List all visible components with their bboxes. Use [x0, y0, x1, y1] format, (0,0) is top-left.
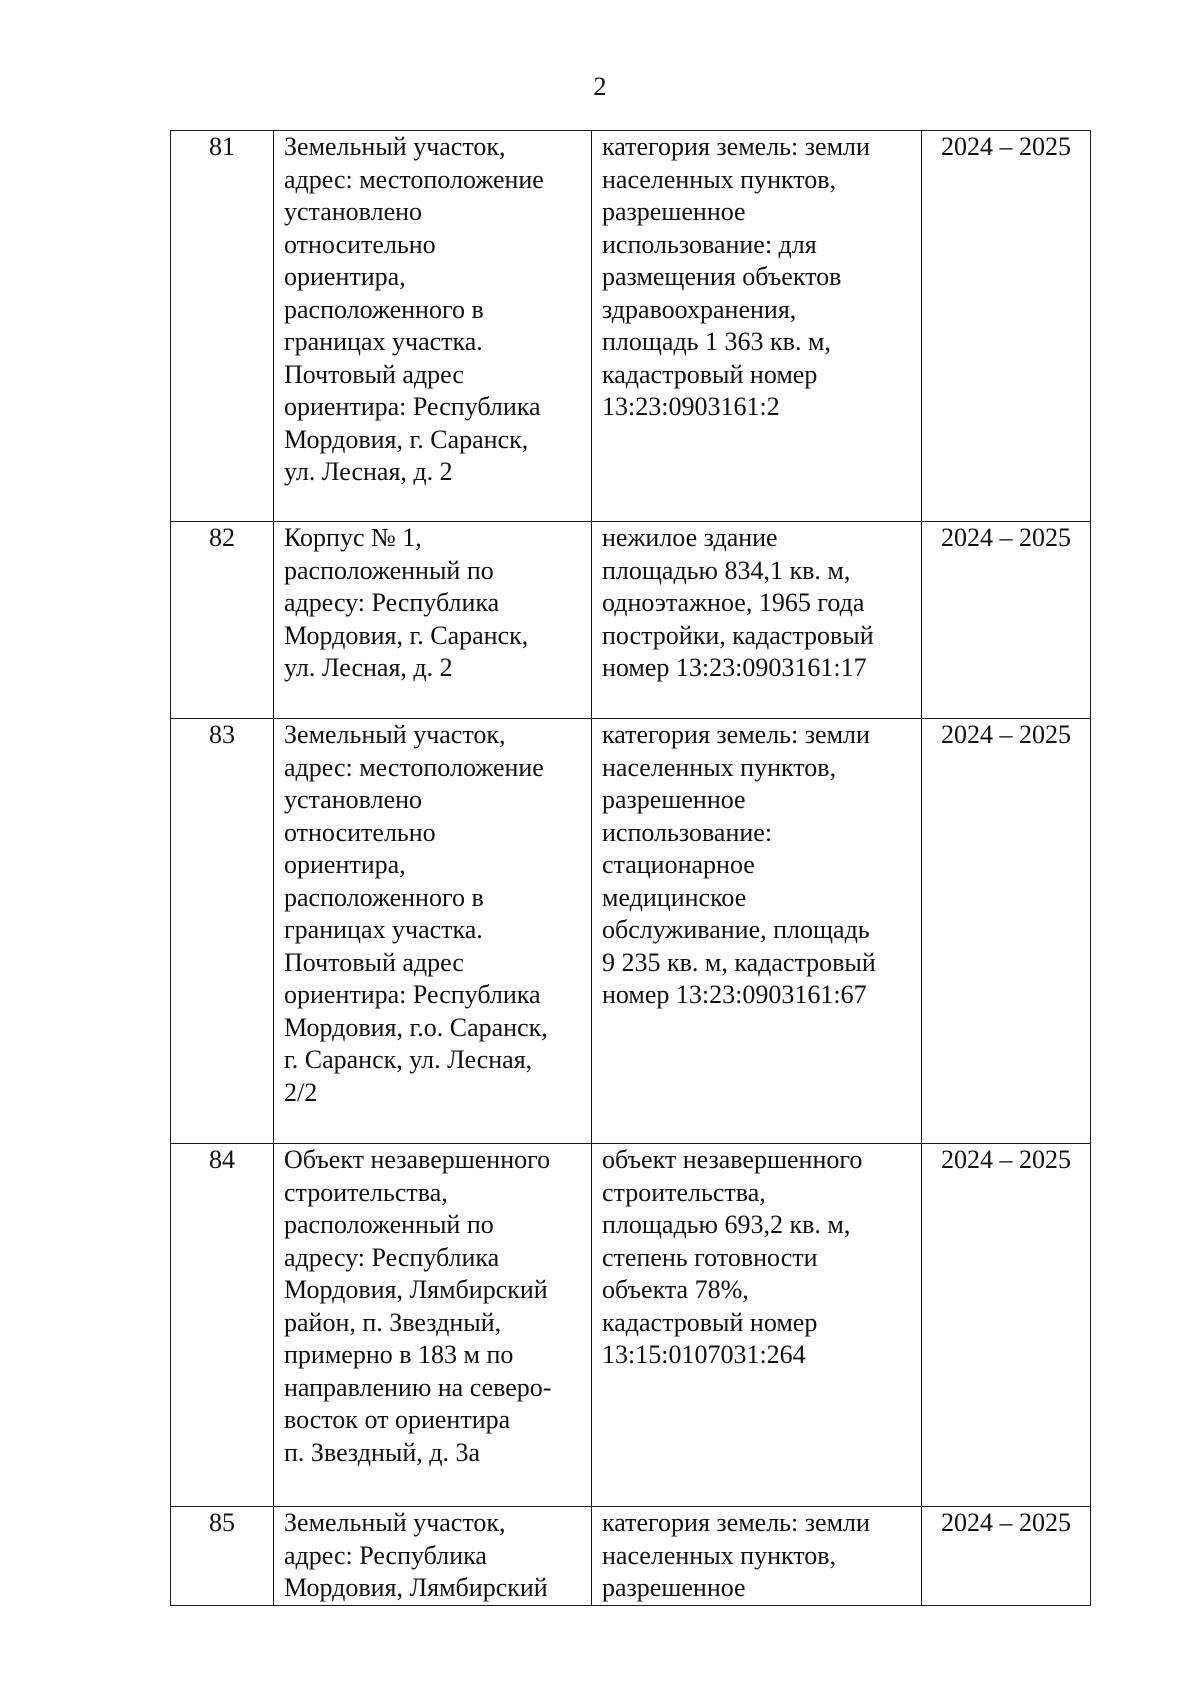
description-text: категория земель: земли населенных пунктов, разрешенное использование: для размещения объектов здравоохранения, площадь 1 363 кв. м, кадастровый номер 13:23:0903161:2 [602, 132, 870, 421]
row-number: 85 [171, 1507, 274, 1606]
object-text: Земельный участок, адрес: местоположение установлено относительно ориентира, расположенного в границах участка. Почтовый адрес ориентира: Республика Мордовия, г. Саранск, ул. Лесная, д. 2 [284, 132, 544, 486]
table-row [171, 522, 1091, 719]
row-number: 84 [171, 1144, 274, 1507]
object-cell [274, 522, 592, 719]
object-cell [274, 131, 592, 522]
years-cell: 2024 – 2025 [922, 719, 1091, 1144]
years-cell: 2024 – 2025 [922, 1507, 1091, 1606]
years-cell: 2024 – 2025 [922, 131, 1091, 522]
description-cell [592, 1144, 922, 1507]
description-cell [592, 719, 922, 1144]
object-cell [274, 1144, 592, 1507]
object-text: Корпус № 1, расположенный по адресу: Республика Мордовия, г. Саранск, ул. Лесная, д. 2 [284, 523, 529, 682]
description-cell [592, 1507, 922, 1606]
row-number: 83 [171, 719, 274, 1144]
object-text: Объект незавершенного строительства, расположенный по адресу: Республика Мордовия, Лямбирский район, п. Звездный, примерно в 183 м по направлению на северо- восток от ориентира п. Звездный, д. 3а [284, 1145, 552, 1467]
property-table [170, 130, 1091, 1606]
description-text: нежилое здание площадью 834,1 кв. м, одноэтажное, 1965 года постройки, кадастровый номер 13:23:0903161:17 [602, 523, 874, 682]
row-number: 81 [171, 131, 274, 522]
description-text: категория земель: земли населенных пунктов, разрешенное [602, 1508, 870, 1602]
row-number: 82 [171, 522, 274, 719]
description-text: категория земель: земли населенных пунктов, разрешенное использование: стационарное медицинское обслуживание, площадь 9 235 кв. м, кадастровый номер 13:23:0903161:67 [602, 720, 876, 1009]
object-text: Земельный участок, адрес: Республика Мордовия, Лямбирский [284, 1508, 548, 1602]
description-cell [592, 131, 922, 522]
years-cell: 2024 – 2025 [922, 1144, 1091, 1507]
table-row [171, 131, 1091, 522]
table-row [171, 1144, 1091, 1507]
years-cell: 2024 – 2025 [922, 522, 1091, 719]
object-cell [274, 719, 592, 1144]
description-text: объект незавершенного строительства, площадью 693,2 кв. м, степень готовности объекта 78%, кадастровый номер 13:15:0107031:264 [602, 1145, 863, 1369]
object-cell [274, 1507, 592, 1606]
table-row [171, 719, 1091, 1144]
table-row [171, 1507, 1091, 1606]
page-number: 2 [593, 72, 607, 101]
object-text: Земельный участок, адрес: местоположение установлено относительно ориентира, расположенного в границах участка. Почтовый адрес ориентира: Республика Мордовия, г.о. Саранск, г. Саранск, ул. Лесная, 2/2 [284, 720, 548, 1107]
description-cell [592, 522, 922, 719]
